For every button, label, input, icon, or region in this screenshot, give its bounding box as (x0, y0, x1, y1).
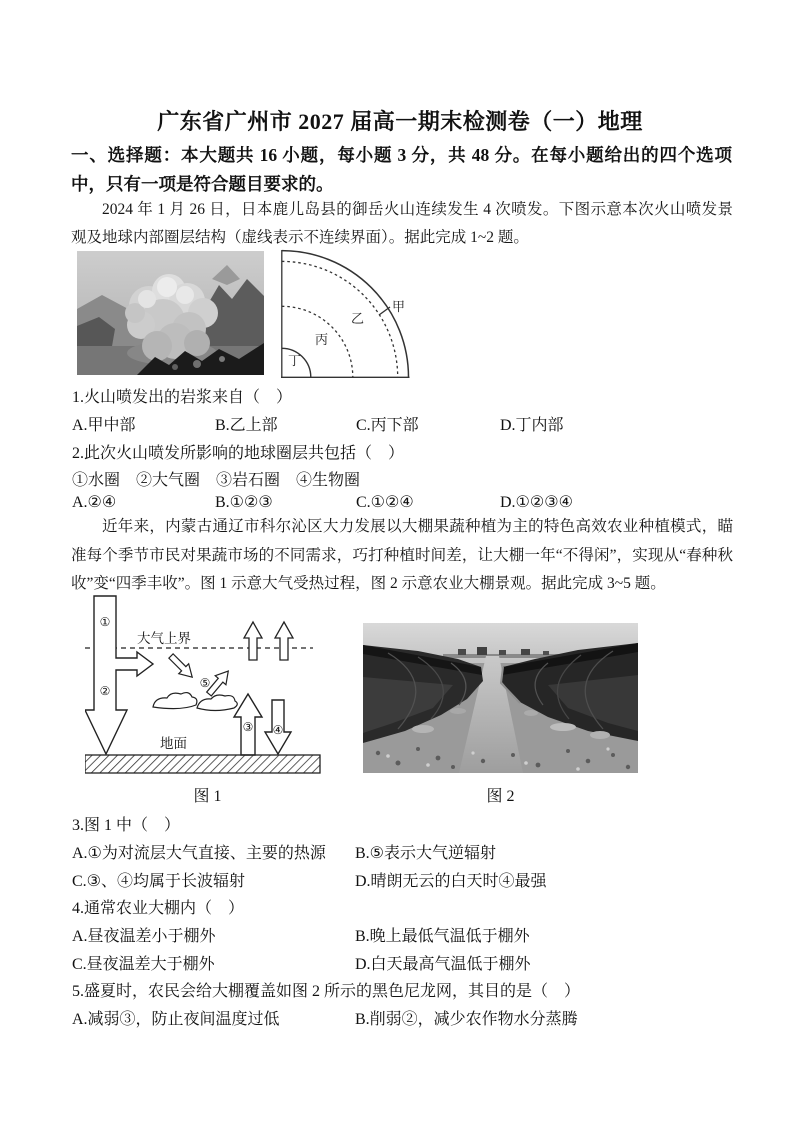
layer-label-yi: 乙 (351, 311, 365, 326)
q3-option-b: B.⑤表示大气逆辐射 (355, 845, 497, 862)
q1-option-c: C.丙下部 (356, 417, 419, 434)
fig1-arrow-1-label: ① (99, 615, 111, 629)
fig2-caption: 图 2 (486, 788, 515, 805)
fig1-arrow-2-label: ② (99, 684, 111, 698)
q5-option-b: B.削弱②，减少农作物水分蒸腾 (355, 1011, 578, 1028)
greenhouse-photo (363, 623, 638, 773)
question-4-options-cd (72, 954, 762, 976)
fig1-arrow-4-label: ④ (272, 723, 284, 737)
q4-option-c: C.昼夜温差大于棚外 (72, 956, 215, 973)
fig1-ground-label: 地面 (160, 736, 187, 751)
question-5-options-ab (72, 1009, 762, 1031)
q5-option-a: A.减弱③，防止夜间温度过低 (72, 1011, 280, 1028)
q2-option-b: B.①②③ (215, 494, 273, 511)
fig1-atmosphere-top-label: 大气上界 (137, 631, 191, 646)
question-2-stem: 2.此次火山喷发所影响的地球圈层共包括（ ） (72, 445, 405, 462)
section-header: 一、选择题：本大题共 16 小题，每小题 3 分，共 48 分。在每小题给出的四个选项中，只有一项是符合题目要求的。 (71, 145, 732, 194)
question-5-stem: 5.盛夏时，农民会给大棚覆盖如图 2 所示的黑色尼龙网，其目的是（ ） (72, 983, 581, 1000)
q4-option-d: D.白天最高气温低于棚外 (355, 956, 531, 973)
q4-option-b: B.晚上最低气温低于棚外 (355, 928, 530, 945)
question-4-stem: 4.通常农业大棚内（ ） (72, 900, 245, 917)
fig1-arrow-3-label: ③ (242, 720, 254, 734)
question-2-options (72, 492, 762, 514)
passage-greenhouse: 近年来，内蒙古通辽市科尔沁区大力发展以大棚果蔬种植为主的特色高效农业种植模式，瞄准每个季节市民对果蔬市场的不同需求，巧打种植时间差，让大棚一年“不得闲”，实现从“春种秋收”变“四季丰收”。图 1 示意大气受热过程，图 2 示意农业大棚景观。据此完成 3~5 题。 (71, 518, 733, 592)
layer-label-ding: 丁 (288, 353, 302, 368)
question-1-options (72, 415, 762, 437)
question-1-stem: 1.火山喷发出的岩浆来自（ ） (72, 389, 293, 406)
page-title: 广东省广州市 2027 届高一期末检测卷（一）地理 (157, 109, 643, 134)
q3-option-a: A.①为对流层大气直接、主要的热源 (72, 845, 326, 862)
q2-option-c: C.①②④ (356, 494, 414, 511)
question-2-items: ①水圈 ②大气圈 ③岩石圈 ④生物圈 (72, 472, 361, 489)
question-3-stem: 3.图 1 中（ ） (72, 817, 181, 834)
q1-option-d: D.丁内部 (500, 417, 564, 434)
volcano-photo (77, 251, 264, 375)
layer-label-jia: 甲 (392, 299, 406, 314)
q4-option-a: A.昼夜温差小于棚外 (72, 928, 216, 945)
q1-option-b: B.乙上部 (215, 417, 278, 434)
question-3-options-cd (72, 871, 762, 893)
fig1-arrow-5-label: ⑤ (199, 676, 211, 690)
question-3-options-ab (72, 843, 762, 865)
q2-option-d: D.①②③④ (500, 494, 573, 511)
q2-option-a: A.②④ (72, 494, 117, 511)
earth-layers-diagram (281, 247, 419, 378)
passage-volcano: 2024 年 1 月 26 日，日本鹿儿岛县的御岳火山连续发生 4 次喷发。下图示意本次火山喷发景观及地球内部圈层结构（虚线表示不连续界面）。据此完成 1~2 题。 (71, 201, 733, 246)
fig1-caption: 图 1 (193, 788, 222, 805)
layer-label-bing: 丙 (315, 332, 329, 347)
question-4-options-ab (72, 926, 762, 948)
q3-option-c: C.③、④均属于长波辐射 (72, 873, 246, 890)
q1-option-a: A.甲中部 (72, 417, 136, 434)
q3-option-d: D.晴朗无云的白天时④最强 (355, 873, 547, 890)
heating-process-diagram (85, 592, 330, 775)
